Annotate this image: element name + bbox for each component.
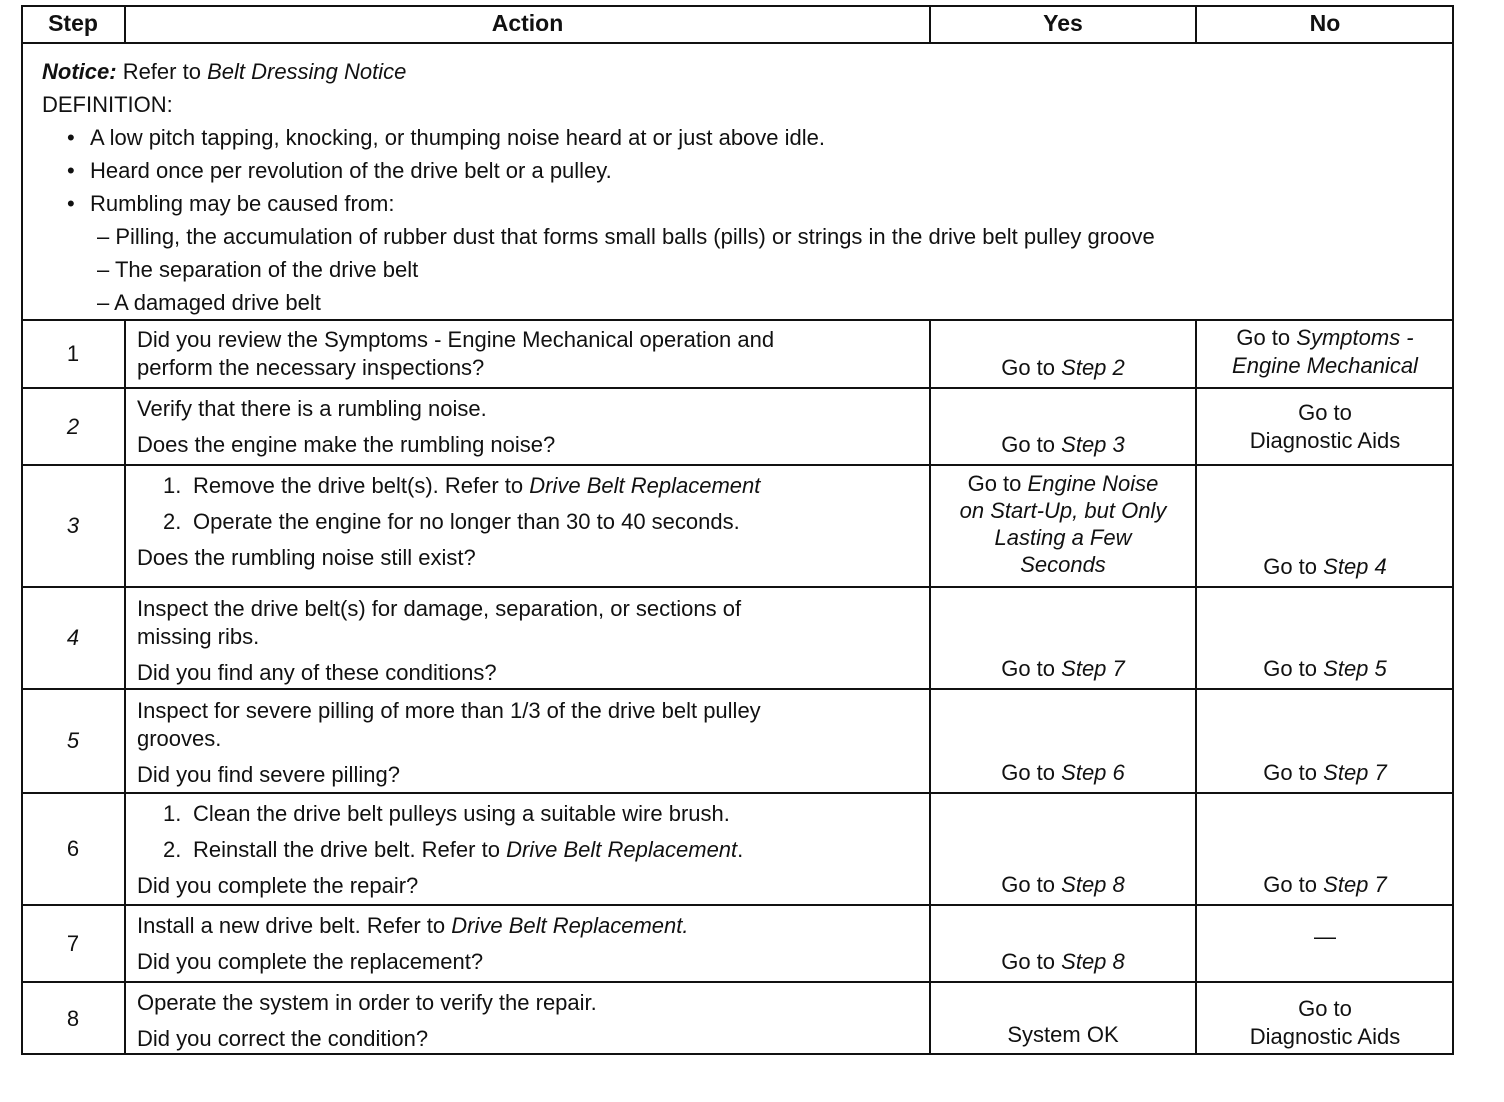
no-cell: Go to Step 7: [1263, 760, 1387, 785]
row-divider: [21, 464, 1454, 466]
action-cell: Install a new drive belt. Refer to Drive Belt Replacement. Did you complete the replacement?: [137, 913, 689, 974]
yes-cell: Go to Step 7: [1001, 656, 1125, 681]
action-cell: Verify that there is a rumbling noise. Does the engine make the rumbling noise?: [137, 396, 556, 457]
definition-heading: DEFINITION:: [42, 92, 173, 117]
row-divider: [21, 387, 1454, 389]
header-no: No: [1309, 10, 1341, 36]
yes-cell: System OK: [1007, 1022, 1119, 1047]
step-number: 5: [66, 728, 80, 753]
action-cell: Inspect for severe pilling of more than 1/3 of the drive belt pulley grooves. Did you find severe pilling?: [137, 698, 761, 787]
no-cell: Go to Diagnostic Aids: [1249, 399, 1401, 453]
action-cell: 1. Clean the drive belt pulleys using a suitable wire brush. 2. Reinstall the drive belt. Refer to Drive Belt Replacement. Did you complete the repair?: [137, 801, 744, 898]
column-divider: [124, 5, 126, 43]
row-divider: [21, 688, 1454, 690]
no-cell: Go to Symptoms - Engine Mechanical: [1232, 325, 1418, 378]
action-cell: Inspect the drive belt(s) for damage, separation, or sections of missing ribs. Did you find any of these conditions?: [137, 596, 742, 685]
header-yes: Yes: [1043, 10, 1083, 36]
no-cell: —: [1314, 923, 1336, 949]
column-divider: [124, 319, 126, 1055]
row-divider: [21, 981, 1454, 983]
row-divider: [21, 792, 1454, 794]
step-number: 1: [66, 341, 80, 366]
yes-cell: Go to Step 2: [1001, 355, 1125, 380]
notice-divider: [21, 319, 1454, 321]
table-border-left: [21, 5, 23, 1055]
yes-cell: Go to Step 8: [1001, 949, 1125, 974]
notice-block: [21, 49, 1454, 319]
step-number: 6: [66, 836, 80, 861]
diagnostic-table: [21, 5, 1454, 1055]
definition-subitem: – Pilling, the accumulation of rubber dust that forms small balls (pills) or strings in the drive belt pulley groove: [97, 224, 1155, 249]
row-divider: [21, 586, 1454, 588]
definition-bullet: • A low pitch tapping, knocking, or thumping noise heard at or just above idle.: [67, 125, 826, 150]
yes-cell: Go to Step 3: [1001, 432, 1125, 457]
definition-subitem: – A damaged drive belt: [97, 290, 321, 315]
header-step: Step: [48, 10, 98, 36]
column-divider: [1195, 5, 1197, 43]
step-number: 8: [66, 1005, 80, 1031]
column-divider: [929, 319, 931, 1055]
header-divider: [21, 42, 1454, 44]
notice-label: Notice:: [42, 59, 117, 84]
header-action: Action: [491, 10, 564, 36]
notice-link: Belt Dressing Notice: [207, 59, 407, 84]
step-number: 4: [66, 625, 80, 650]
yes-cell: Go to Step 8: [1001, 872, 1125, 897]
column-divider: [1195, 319, 1197, 1055]
no-cell: Go to Step 7: [1263, 872, 1387, 897]
table-border-right: [1452, 5, 1454, 1055]
step-number: 7: [66, 930, 80, 956]
table-border-top: [21, 5, 1454, 7]
column-divider: [929, 5, 931, 43]
yes-cell: Go to Step 6: [1001, 760, 1125, 785]
definition-bullet: • Heard once per revolution of the drive belt or a pulley.: [67, 158, 612, 183]
definition-bullet: • Rumbling may be caused from:: [67, 191, 395, 216]
row-divider: [21, 904, 1454, 906]
notice-text: Refer to: [122, 59, 201, 84]
no-cell: Go to Diagnostic Aids: [1249, 995, 1401, 1049]
no-cell: Go to Step 4: [1263, 554, 1387, 579]
yes-cell: Go to Engine Noise on Start-Up, but Only Lasting a Few Seconds: [959, 471, 1167, 577]
definition-subitem: – The separation of the drive belt: [97, 257, 419, 282]
no-cell: Go to Step 5: [1263, 656, 1387, 681]
table-border-bottom: [21, 1053, 1454, 1055]
step-number: 2: [66, 413, 80, 439]
action-cell: 1. Remove the drive belt(s). Refer to Drive Belt Replacement 2. Operate the engine for no longer than 30 to 40 seconds. Does the rumbling noise still exist?: [137, 473, 761, 570]
action-cell: Did you review the Symptoms - Engine Mechanical operation and perform the necessary inspections?: [137, 327, 775, 380]
action-cell: Operate the system in order to verify the repair. Did you correct the condition?: [137, 990, 597, 1051]
step-number: 3: [66, 513, 80, 538]
